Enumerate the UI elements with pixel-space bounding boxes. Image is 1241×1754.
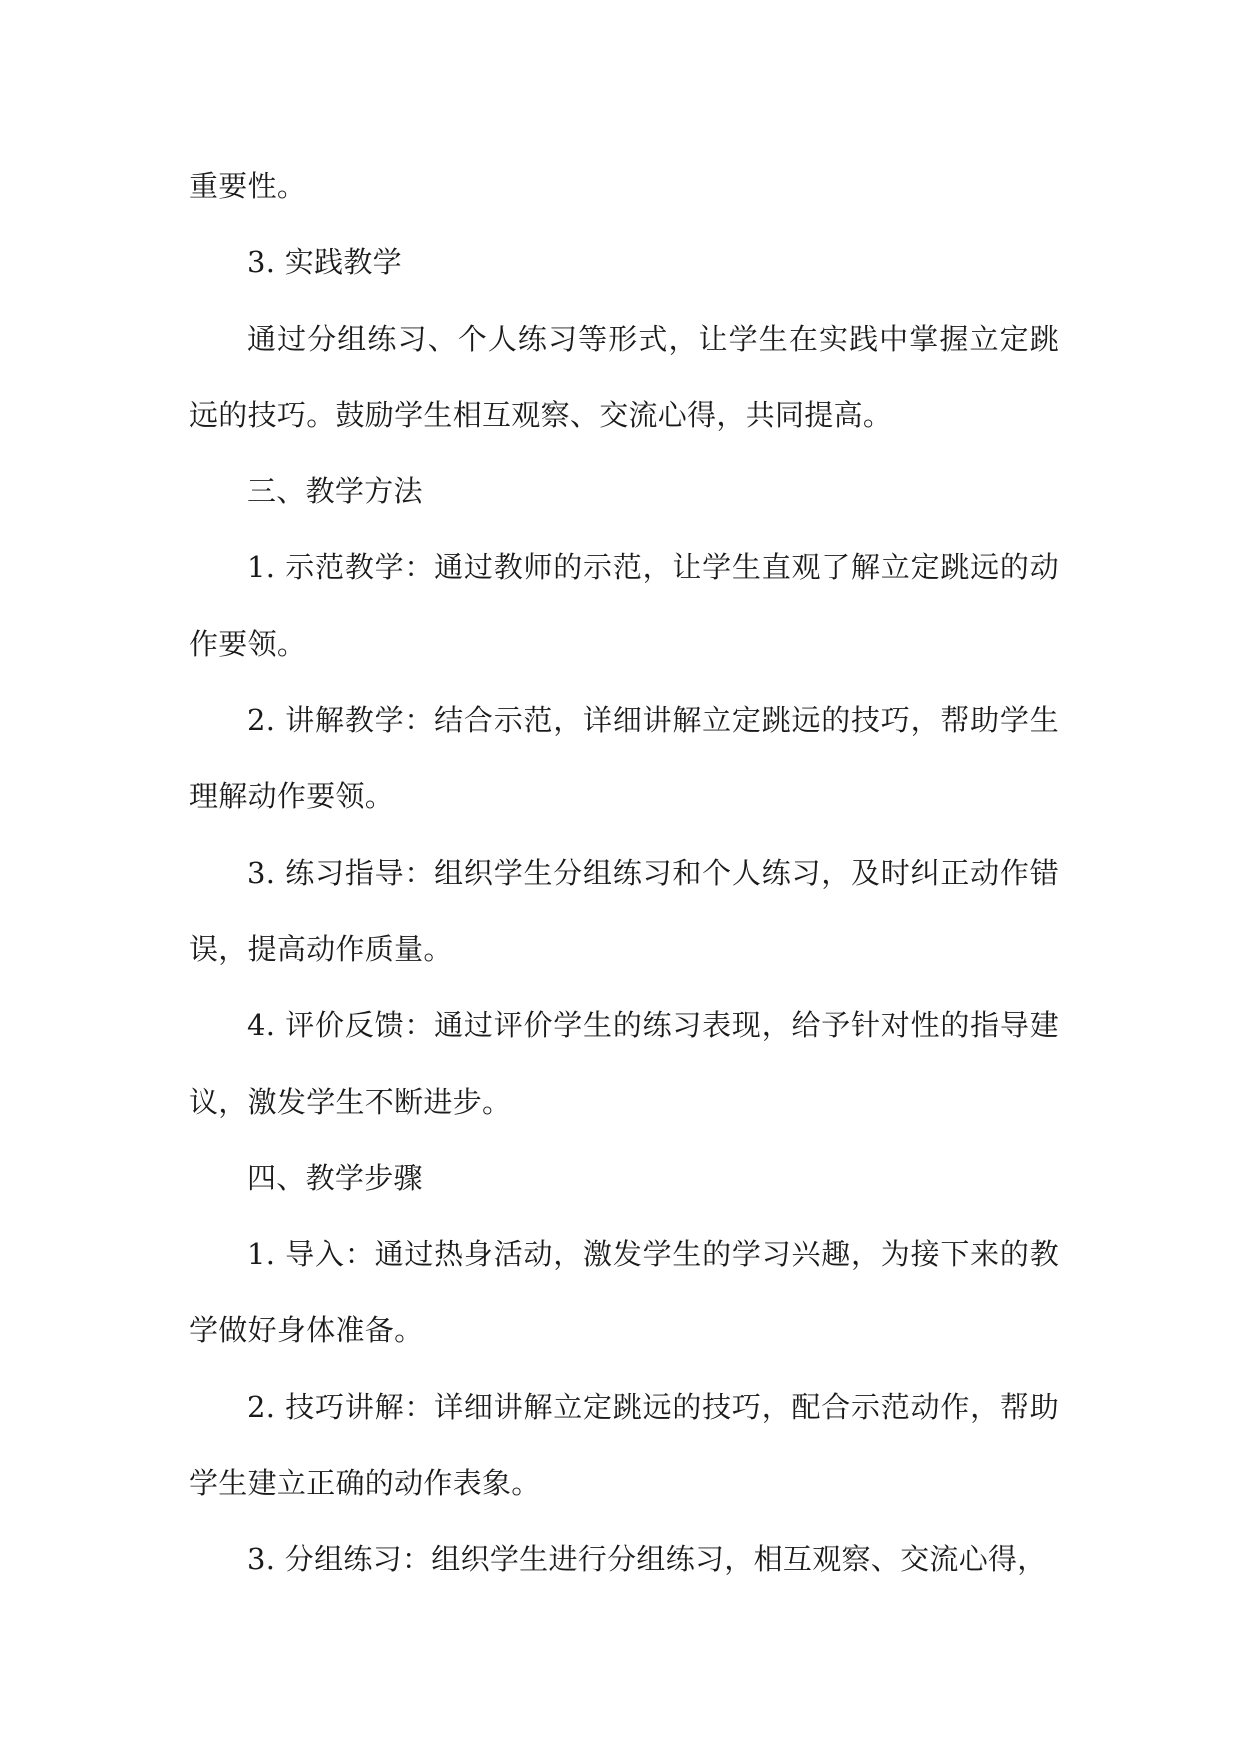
paragraph-continuation: 重要性。 — [189, 169, 307, 203]
list-item-evaluation-feedback: 4. 评价反馈：通过评价学生的练习表现，给予针对性的指导建议，激发学生不断进步。 — [189, 1008, 1059, 1119]
document-body — [189, 148, 1059, 1598]
paragraph-practice-description: 通过分组练习、个人练习等形式，让学生在实践中掌握立定跳远的技巧。鼓励学生相互观察、交流心得，共同提高。 — [189, 321, 1059, 432]
list-item-explanation: 2. 讲解教学：结合示范，详细讲解立定跳远的技巧，帮助学生理解动作要领。 — [189, 703, 1059, 814]
list-item-demonstration: 1. 示范教学：通过教师的示范，让学生直观了解立定跳远的动作要领。 — [189, 550, 1059, 661]
section-heading-teaching-methods: 三、教学方法 — [247, 474, 423, 509]
list-item-introduction: 1. 导入：通过热身活动，激发学生的学习兴趣，为接下来的教学做好身体准备。 — [189, 1237, 1059, 1348]
list-item-group-practice: 3. 分组练习：组织学生进行分组练习，相互观察、交流心得， — [247, 1542, 1047, 1577]
list-item-practice-guidance: 3. 练习指导：组织学生分组练习和个人练习，及时纠正动作错误，提高动作质量。 — [189, 855, 1059, 966]
subheading-practice-teaching: 3. 实践教学 — [247, 245, 402, 280]
section-heading-teaching-steps: 四、教学步骤 — [247, 1160, 423, 1195]
list-item-technique-explanation: 2. 技巧讲解：详细讲解立定跳远的技巧，配合示范动作，帮助学生建立正确的动作表象。 — [189, 1389, 1059, 1501]
